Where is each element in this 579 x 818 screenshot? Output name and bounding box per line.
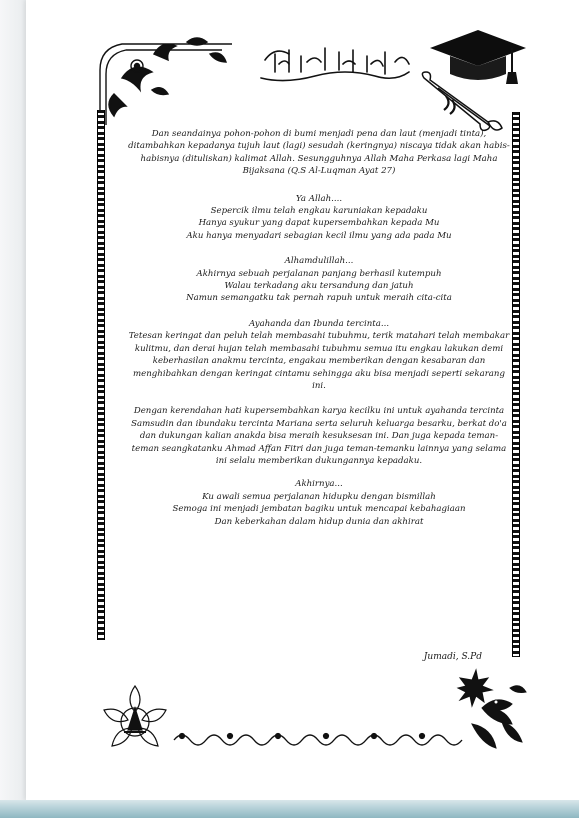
ya-allah-line: Hanya syukur yang dapat kupersembahkan kepada Mu <box>198 218 440 229</box>
page-bottom-edge <box>0 800 579 818</box>
floral-corner-icon <box>92 30 242 130</box>
basmalah-calligraphy <box>255 42 415 88</box>
basmalah-icon <box>255 42 415 88</box>
akhirnya-heading: Akhirnya... <box>295 479 343 490</box>
alhamdulillah-line: Akhirnya sebuah perjalanan panjang berhasil kutempuh <box>196 268 442 279</box>
akhirnya-line: Dan keberkahan dalam hidup dunia dan akhirat <box>214 516 424 527</box>
left-border-decoration <box>97 110 105 640</box>
akhirnya-line: Ku awali semua perjalanan hidupku dengan bismillah <box>202 491 436 502</box>
author-signature: Jumadi, S.Pd <box>423 652 482 662</box>
parents-paragraph: Tetesan keringat dan peluh telah membasahi tubuhmu, terik matahari telah membakar kulitmu, dan derai hujan telah membasahi tubuhmu semua itu engkau lakukan demi keberhasilan anakmu tercinta, engakau memberikan dengan kesabaran dan menghibahkan dengan keringat cintamu sehingga aku bisa menjadi seperti sekarang ini. <box>128 331 510 391</box>
quran-quote: Dan seandainya pohon-pohon di bumi menjadi pena dan laut (menjadi tinta), ditambahkan kepadanya tujuh laut (lagi) sesudah (keringnya) niscaya tidak akan habis-habisnya (dituliskan) kalimat Allah. Sesungguhnya Allah Maha Perkasa lagi Maha Bijaksana (Q.S Al-Luqman Ayat 27) <box>128 129 510 177</box>
basmalah-text <box>255 42 265 43</box>
ya-allah-heading: Ya Allah.... <box>295 193 343 204</box>
parents-heading: Ayahanda dan Ibunda tercinta... <box>248 318 390 329</box>
alhamdulillah-line: Namun semangatku tak pernah rapuh untuk meraih cita-cita <box>186 293 452 304</box>
bird-flower-icon <box>452 668 528 752</box>
alhamdulillah-line: Walau terkadang aku tersandung dan jatuh <box>224 281 414 292</box>
ya-allah-line: Aku hanya menyadari sebagian kecil ilmu yang ada pada Mu <box>186 230 452 241</box>
page-spine-shadow <box>0 0 26 800</box>
akhirnya-line: Semoga ini menjadi jembatan bagiku untuk mencapai kebahagiaan <box>172 504 466 515</box>
dedication-content <box>128 128 510 528</box>
thanks-paragraph: Dengan kerendahan hati kupersembahkan karya kecilku ini untuk ayahanda tercinta Samsudin dan ibundaku tercinta Mariana serta seluruh keluarga besarku, berkat do'a dan dukungan kalian anakda bisa meraih kesuksesan ini. Dan juga kepada teman-teman seangkatanku Ahmad Affan Fitri dan juga teman-temanku lainnya yang selama ini selalu memberikan dukungannya kepadaku. <box>131 406 507 466</box>
diploma-scroll-icon <box>418 70 510 134</box>
ya-allah-line: Sepercik ilmu telah engkau karuniakan kepadaku <box>210 206 428 217</box>
right-border-decoration <box>512 112 520 657</box>
scroll-border-icon <box>170 728 470 750</box>
university-emblem-icon <box>96 680 174 758</box>
alhamdulillah-heading: Alhamdulillah... <box>284 256 354 267</box>
